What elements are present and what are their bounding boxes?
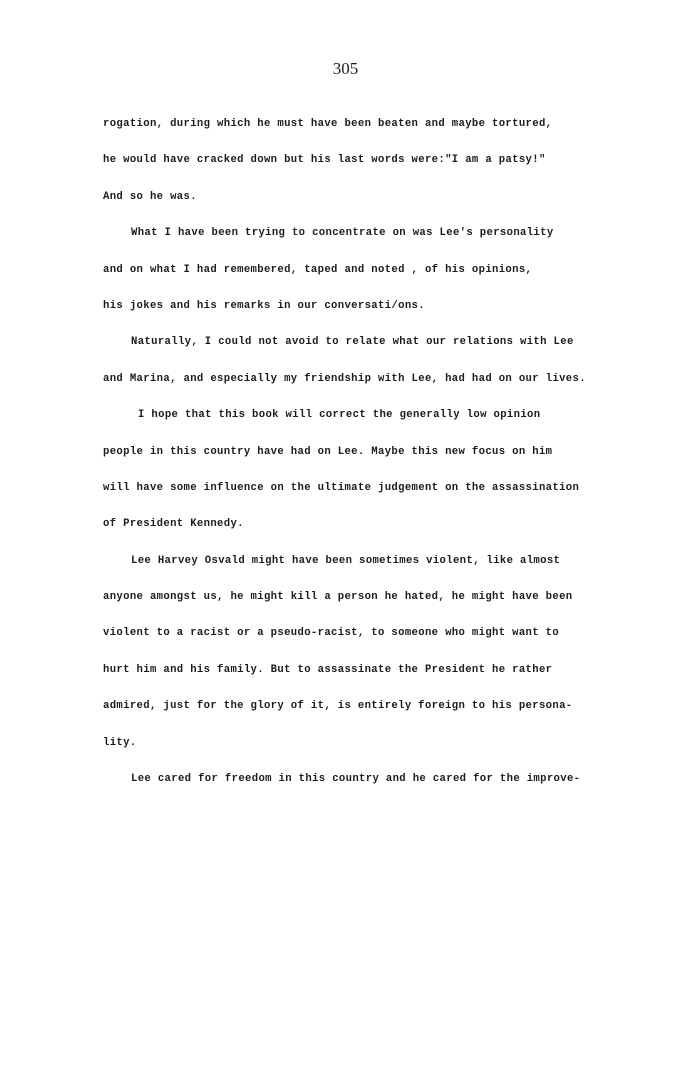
text-line: And so he was.	[103, 190, 197, 203]
page-number: 305	[332, 59, 359, 78]
text-line: Lee cared for freedom in this country and he cared for the improve-	[131, 773, 581, 786]
text-line: and Marina, and especially my friendship with Lee, had had on our lives.	[103, 372, 586, 385]
text-line: Lee Harvey Osvald might have been sometimes violent, like almost	[131, 554, 561, 567]
text-line: people in this country have had on Lee. Maybe this new focus on him	[103, 445, 553, 458]
body-text	[103, 112, 663, 803]
text-line: lity.	[103, 736, 137, 749]
text-line: What I have been trying to concentrate on was Lee's personality	[131, 227, 554, 240]
text-line: hurt him and his family. But to assassinate the President he rather	[103, 663, 553, 676]
text-line: he would have cracked down but his last words were:"I am a patsy!"	[103, 154, 546, 167]
text-line: will have some influence on the ultimate judgement on the assassination	[103, 481, 580, 494]
text-line: Naturally, I could not avoid to relate what our relations with Lee	[131, 336, 574, 349]
text-line: and on what I had remembered, taped and noted , of his opinions,	[103, 263, 533, 276]
text-line: violent to a racist or a pseudo-racist, to someone who might want to	[103, 627, 560, 640]
text-line: rogation, during which he must have been beaten and maybe tortured,	[103, 118, 553, 130]
text-line: his jokes and his remarks in our conversati/ons.	[103, 299, 425, 312]
text-line: I hope that this book will correct the generally low opinion	[138, 409, 541, 422]
text-line: of President Kennedy.	[103, 518, 244, 531]
text-line: anyone amongst us, he might kill a person he hated, he might have been	[103, 591, 573, 604]
text-line: admired, just for the glory of it, is entirely foreign to his persona-	[103, 700, 573, 713]
